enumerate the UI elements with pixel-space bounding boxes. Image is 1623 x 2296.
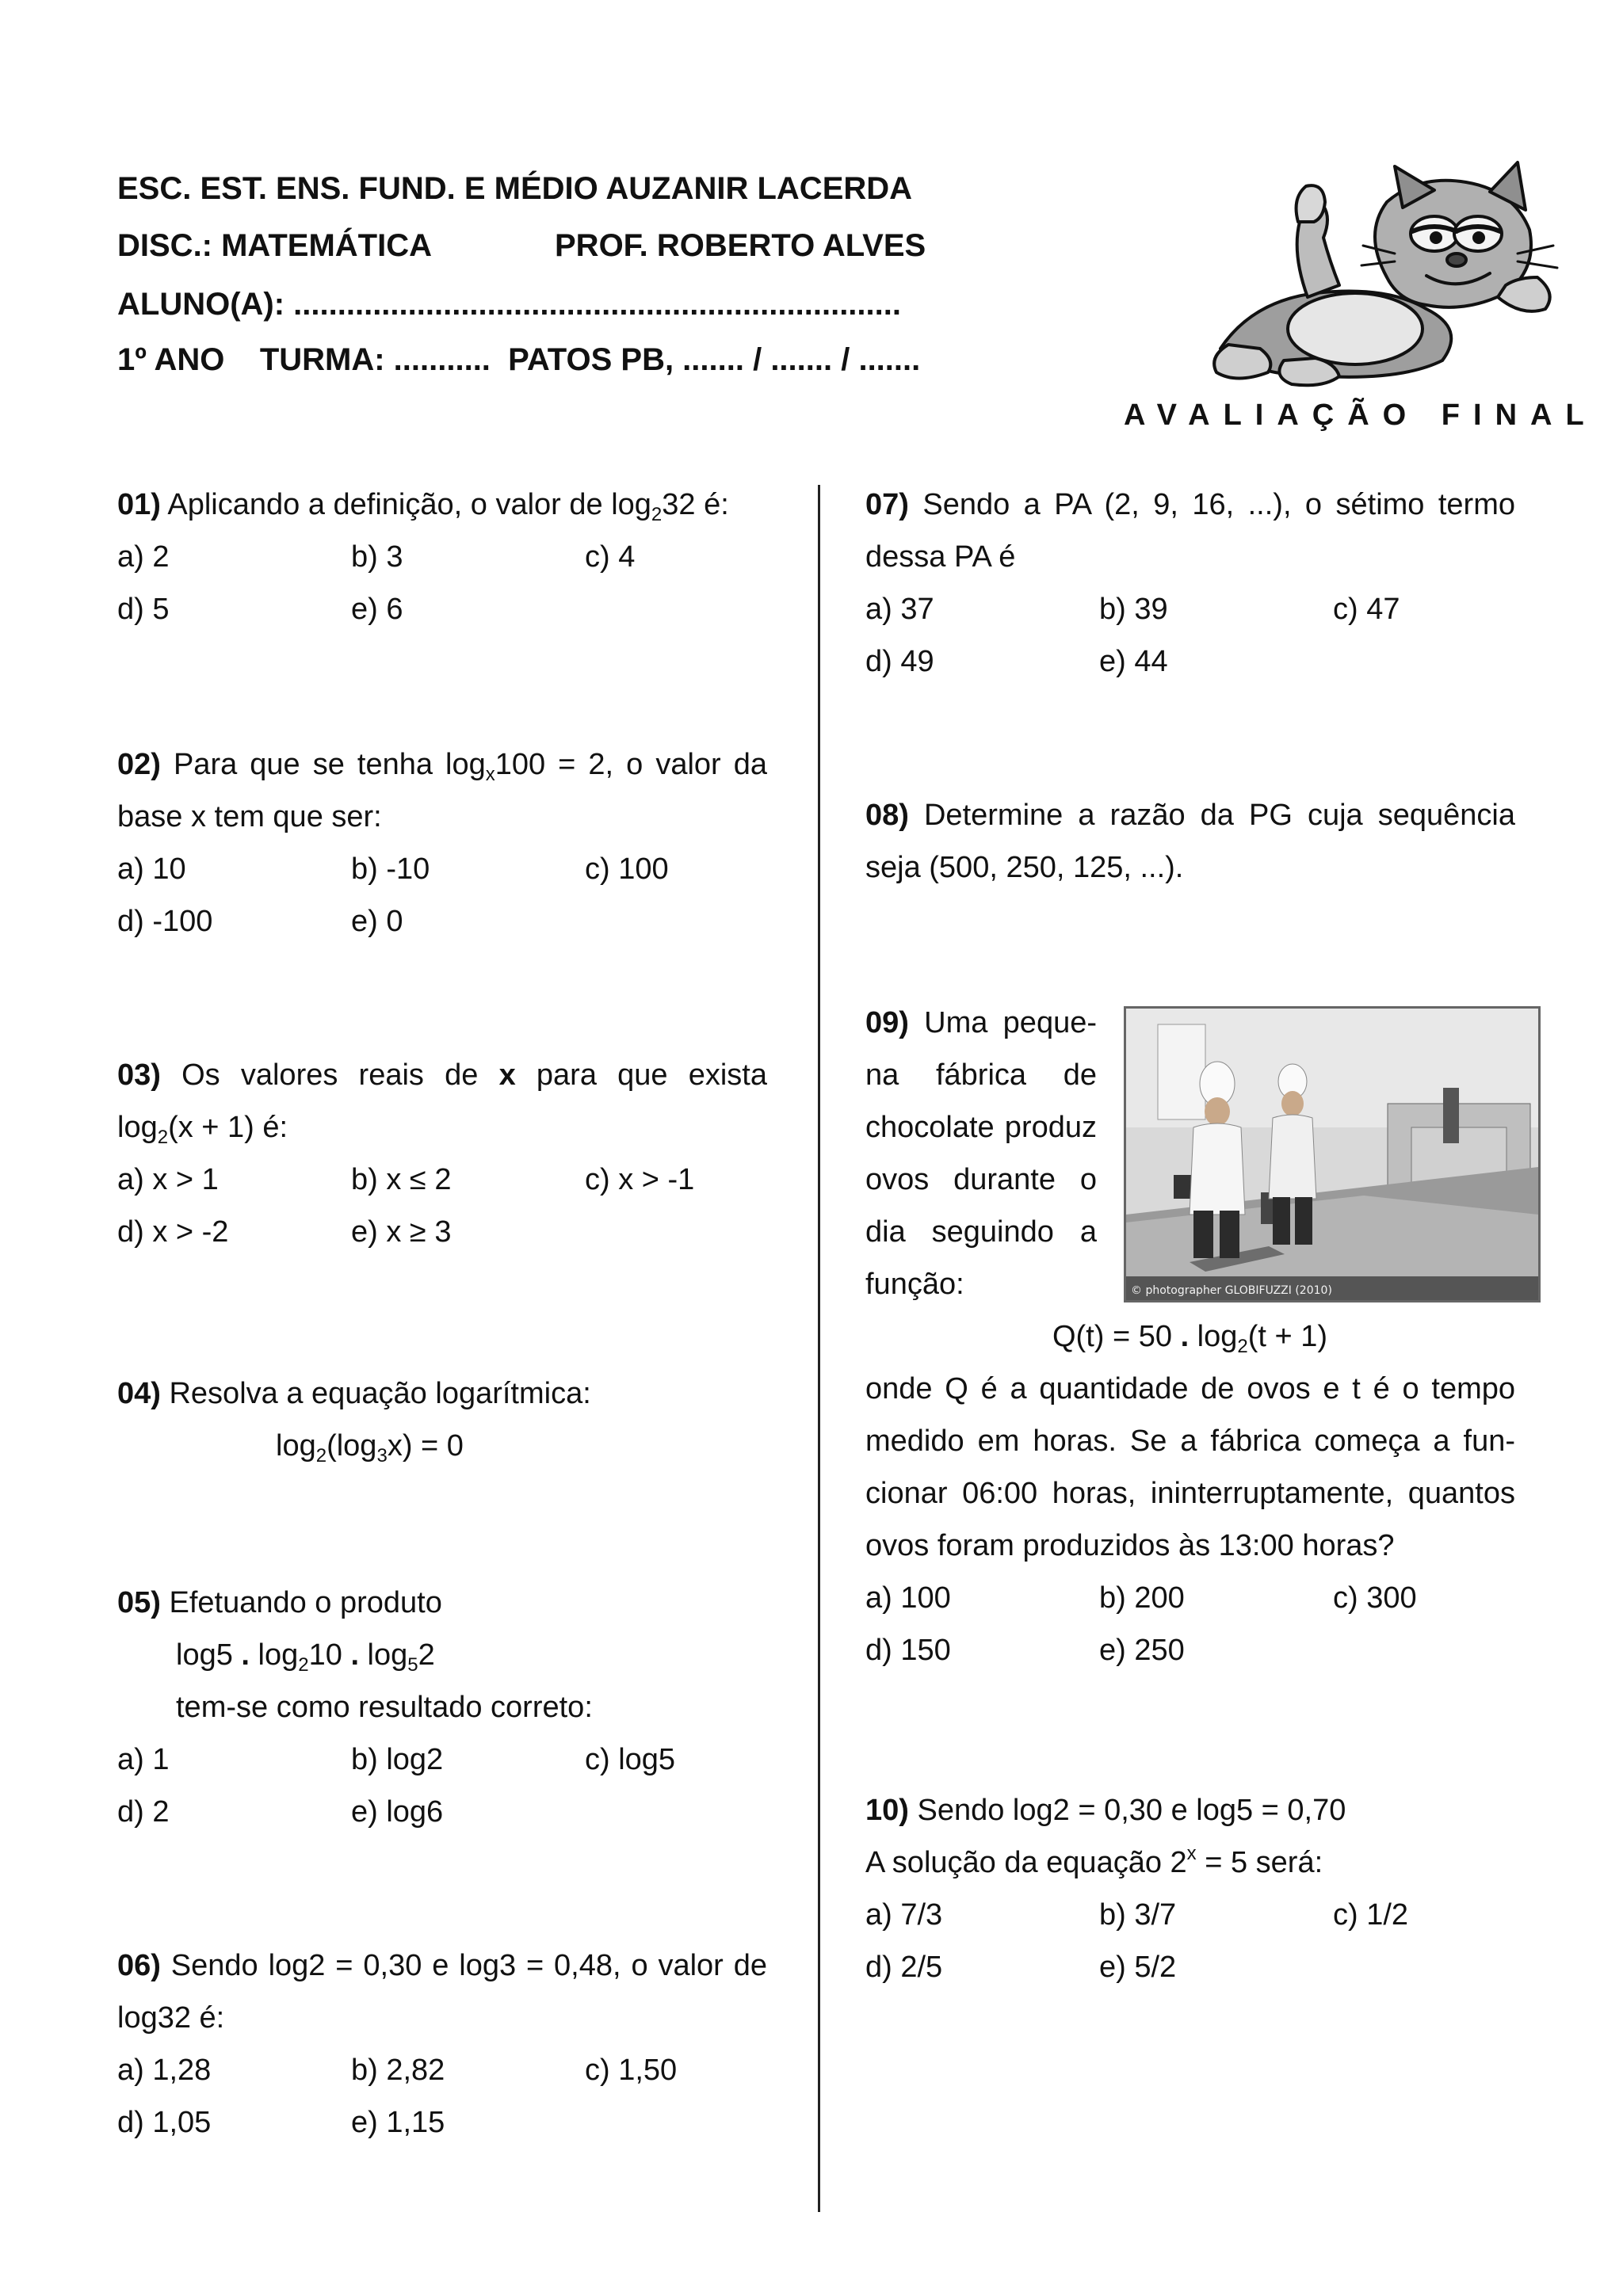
question-07: 07) Sendo a PA (2, 9, 16, ...), o sétimo termo dessa PA é a) 37 b) 39 c) 47 d) 49 e) 44: [865, 479, 1515, 688]
option-d[interactable]: d) 2/5: [865, 1951, 943, 1984]
option-d[interactable]: d) 5: [117, 593, 170, 626]
option-a[interactable]: a) 37: [865, 593, 934, 626]
question-06: 06) Sendo log2 = 0,30 e log3 = 0,48, o valor de log32 é: a) 1,28 b) 2,82 c) 1,50 d) 1,05 e) 1,15: [117, 1939, 767, 2149]
discipline: DISC.: MATEMÁTICA: [117, 228, 432, 263]
photo-credit: © photographer GLOBIFUZZI (2010): [1131, 1284, 1332, 1297]
product-expression: log5 . $\log_210$ . $\log_52$: [176, 1638, 435, 1676]
student-field: ALUNO(A): .....................................................................: [117, 287, 901, 322]
option-a[interactable]: a) x > 1: [117, 1163, 219, 1196]
exam-title: AVALIAÇÃO FINAL: [1124, 399, 1598, 432]
column-divider: [818, 485, 820, 2212]
kitchen-photo: [1124, 1006, 1541, 1302]
option-d[interactable]: d) 150: [865, 1634, 951, 1667]
question-10: 10) Sendo log2 = 0,30 e log5 = 0,70 A solução da equação $2^x = 5$ será: a) 7/3 b) 3/7 c) 1/2 d) 2/5 e) 5/2: [865, 1784, 1515, 1993]
options-row: [117, 1206, 767, 1258]
options-row: [865, 1941, 1515, 1993]
option-b[interactable]: b) log2: [351, 1743, 444, 1776]
options-row: [117, 1786, 767, 1838]
option-a[interactable]: a) 10: [117, 852, 186, 886]
teacher-name: PROF. ROBERTO ALVES: [555, 228, 926, 263]
options-row: [865, 583, 1515, 635]
question-01: 01) Aplicando a definição, o valor de $\log_232$ é: a) 2 b) 3 c) 4 d) 5 e) 6: [117, 479, 767, 635]
option-e[interactable]: e) x ≥ 3: [351, 1215, 452, 1249]
option-c[interactable]: c) x > -1: [585, 1163, 695, 1196]
option-e[interactable]: e) 6: [351, 593, 403, 626]
options-row: [117, 583, 767, 635]
option-c[interactable]: c) 1/2: [1333, 1898, 1409, 1932]
option-d[interactable]: d) x > -2: [117, 1215, 229, 1249]
options-row: [865, 1572, 1515, 1624]
options-row: [117, 2044, 767, 2096]
question-04: 04) Resolva a equação logarítmica: $\log_2(\log_3x) = 0$: [117, 1367, 767, 1472]
option-b[interactable]: b) 3: [351, 540, 403, 574]
options-row: [117, 895, 767, 948]
option-a[interactable]: a) 2: [117, 540, 170, 574]
question-08: 08) Determine a razão da PG cuja sequência seja (500, 250, 125, ...).: [865, 799, 1515, 884]
question-number: 07): [865, 488, 909, 521]
option-e[interactable]: e) 5/2: [1099, 1951, 1177, 1984]
options-row: [865, 1624, 1515, 1676]
question-number: 04): [117, 1377, 161, 1410]
cat-mascot-illustration: [1205, 158, 1569, 388]
option-c[interactable]: c) 1,50: [585, 2054, 678, 2087]
option-b[interactable]: b) x ≤ 2: [351, 1163, 452, 1196]
option-e[interactable]: e) 1,15: [351, 2106, 445, 2139]
option-a[interactable]: a) 1,28: [117, 2054, 212, 2087]
option-b[interactable]: b) -10: [351, 852, 430, 886]
question-number: 10): [865, 1794, 909, 1827]
question-number: 06): [117, 1949, 161, 1982]
option-d[interactable]: d) -100: [117, 905, 213, 938]
option-c[interactable]: c) 4: [585, 540, 636, 574]
options-row: [865, 635, 1515, 688]
option-d[interactable]: d) 1,05: [117, 2106, 212, 2139]
question-number: 01): [117, 488, 161, 521]
option-e[interactable]: e) 44: [1099, 645, 1168, 678]
option-b[interactable]: b) 3/7: [1099, 1898, 1177, 1932]
question-05: 05) Efetuando o produto log5 . $\log_210$ . $\log_52$ tem-se como resultado correto: a) 1 b) log2 c) log5 d) 2 e) log6: [117, 1577, 767, 1838]
option-e[interactable]: e) 250: [1099, 1634, 1185, 1667]
option-c[interactable]: c) log5: [585, 1743, 676, 1776]
option-b[interactable]: b) 39: [1099, 593, 1168, 626]
option-c[interactable]: c) 300: [1333, 1581, 1417, 1615]
options-row: [117, 2096, 767, 2149]
option-b[interactable]: b) 2,82: [351, 2054, 445, 2087]
question-number: 03): [117, 1058, 161, 1092]
question-number: 09): [865, 1006, 909, 1039]
equation: $\log_2(\log_3x) = 0$: [276, 1429, 464, 1466]
class-date-line: 1º ANO TURMA: ........... PATOS PB, ....... / ....... / .......: [117, 342, 921, 377]
option-c[interactable]: c) 47: [1333, 593, 1400, 626]
school-name: ESC. EST. ENS. FUND. E MÉDIO AUZANIR LACERDA: [117, 171, 913, 206]
question-number: 08): [865, 799, 909, 832]
options-row: [117, 531, 767, 583]
option-e[interactable]: e) 0: [351, 905, 403, 938]
option-b[interactable]: b) 200: [1099, 1581, 1185, 1615]
option-a[interactable]: a) 100: [865, 1581, 951, 1615]
options-row: [117, 1733, 767, 1786]
options-row: [865, 1889, 1515, 1941]
options-row: [117, 843, 767, 895]
function-formula: Q(t) = 50 . $\log_2(t + 1)$: [1052, 1320, 1328, 1357]
question-number: 02): [117, 748, 161, 781]
question-09: 09) Uma peque- na fábrica de chocolate produz ovos durante o dia seguindo a função: Q(t) = 50 . $\log_2(t + 1)$ onde Q é a quantidade de ovos e t é o tempo medido em horas. Se a fábrica começa a fun- cionar 06:00 horas, ininterruptamente, quantos ovos foram produzidos às 13:00 horas? a) 100 b) 200 c) 300 d) 150 e) 250: [865, 997, 1515, 1676]
question-03: 03) Os valores reais de x para que exista $\log_2(x + 1)$ é: a) x > 1 b) x ≤ 2 c) x > -1 d) x > -2 e) x ≥ 3: [117, 1049, 767, 1258]
option-e[interactable]: e) log6: [351, 1795, 444, 1829]
option-d[interactable]: d) 49: [865, 645, 934, 678]
option-c[interactable]: c) 100: [585, 852, 669, 886]
option-a[interactable]: a) 1: [117, 1743, 170, 1776]
option-d[interactable]: d) 2: [117, 1795, 170, 1829]
question-number: 05): [117, 1586, 161, 1619]
option-a[interactable]: a) 7/3: [865, 1898, 943, 1932]
question-02: 02) Para que se tenha $\log_x100 = 2$, o valor da base x tem que ser: a) 10 b) -10 c) 100 d) -100 e) 0: [117, 738, 767, 948]
options-row: [117, 1154, 767, 1206]
